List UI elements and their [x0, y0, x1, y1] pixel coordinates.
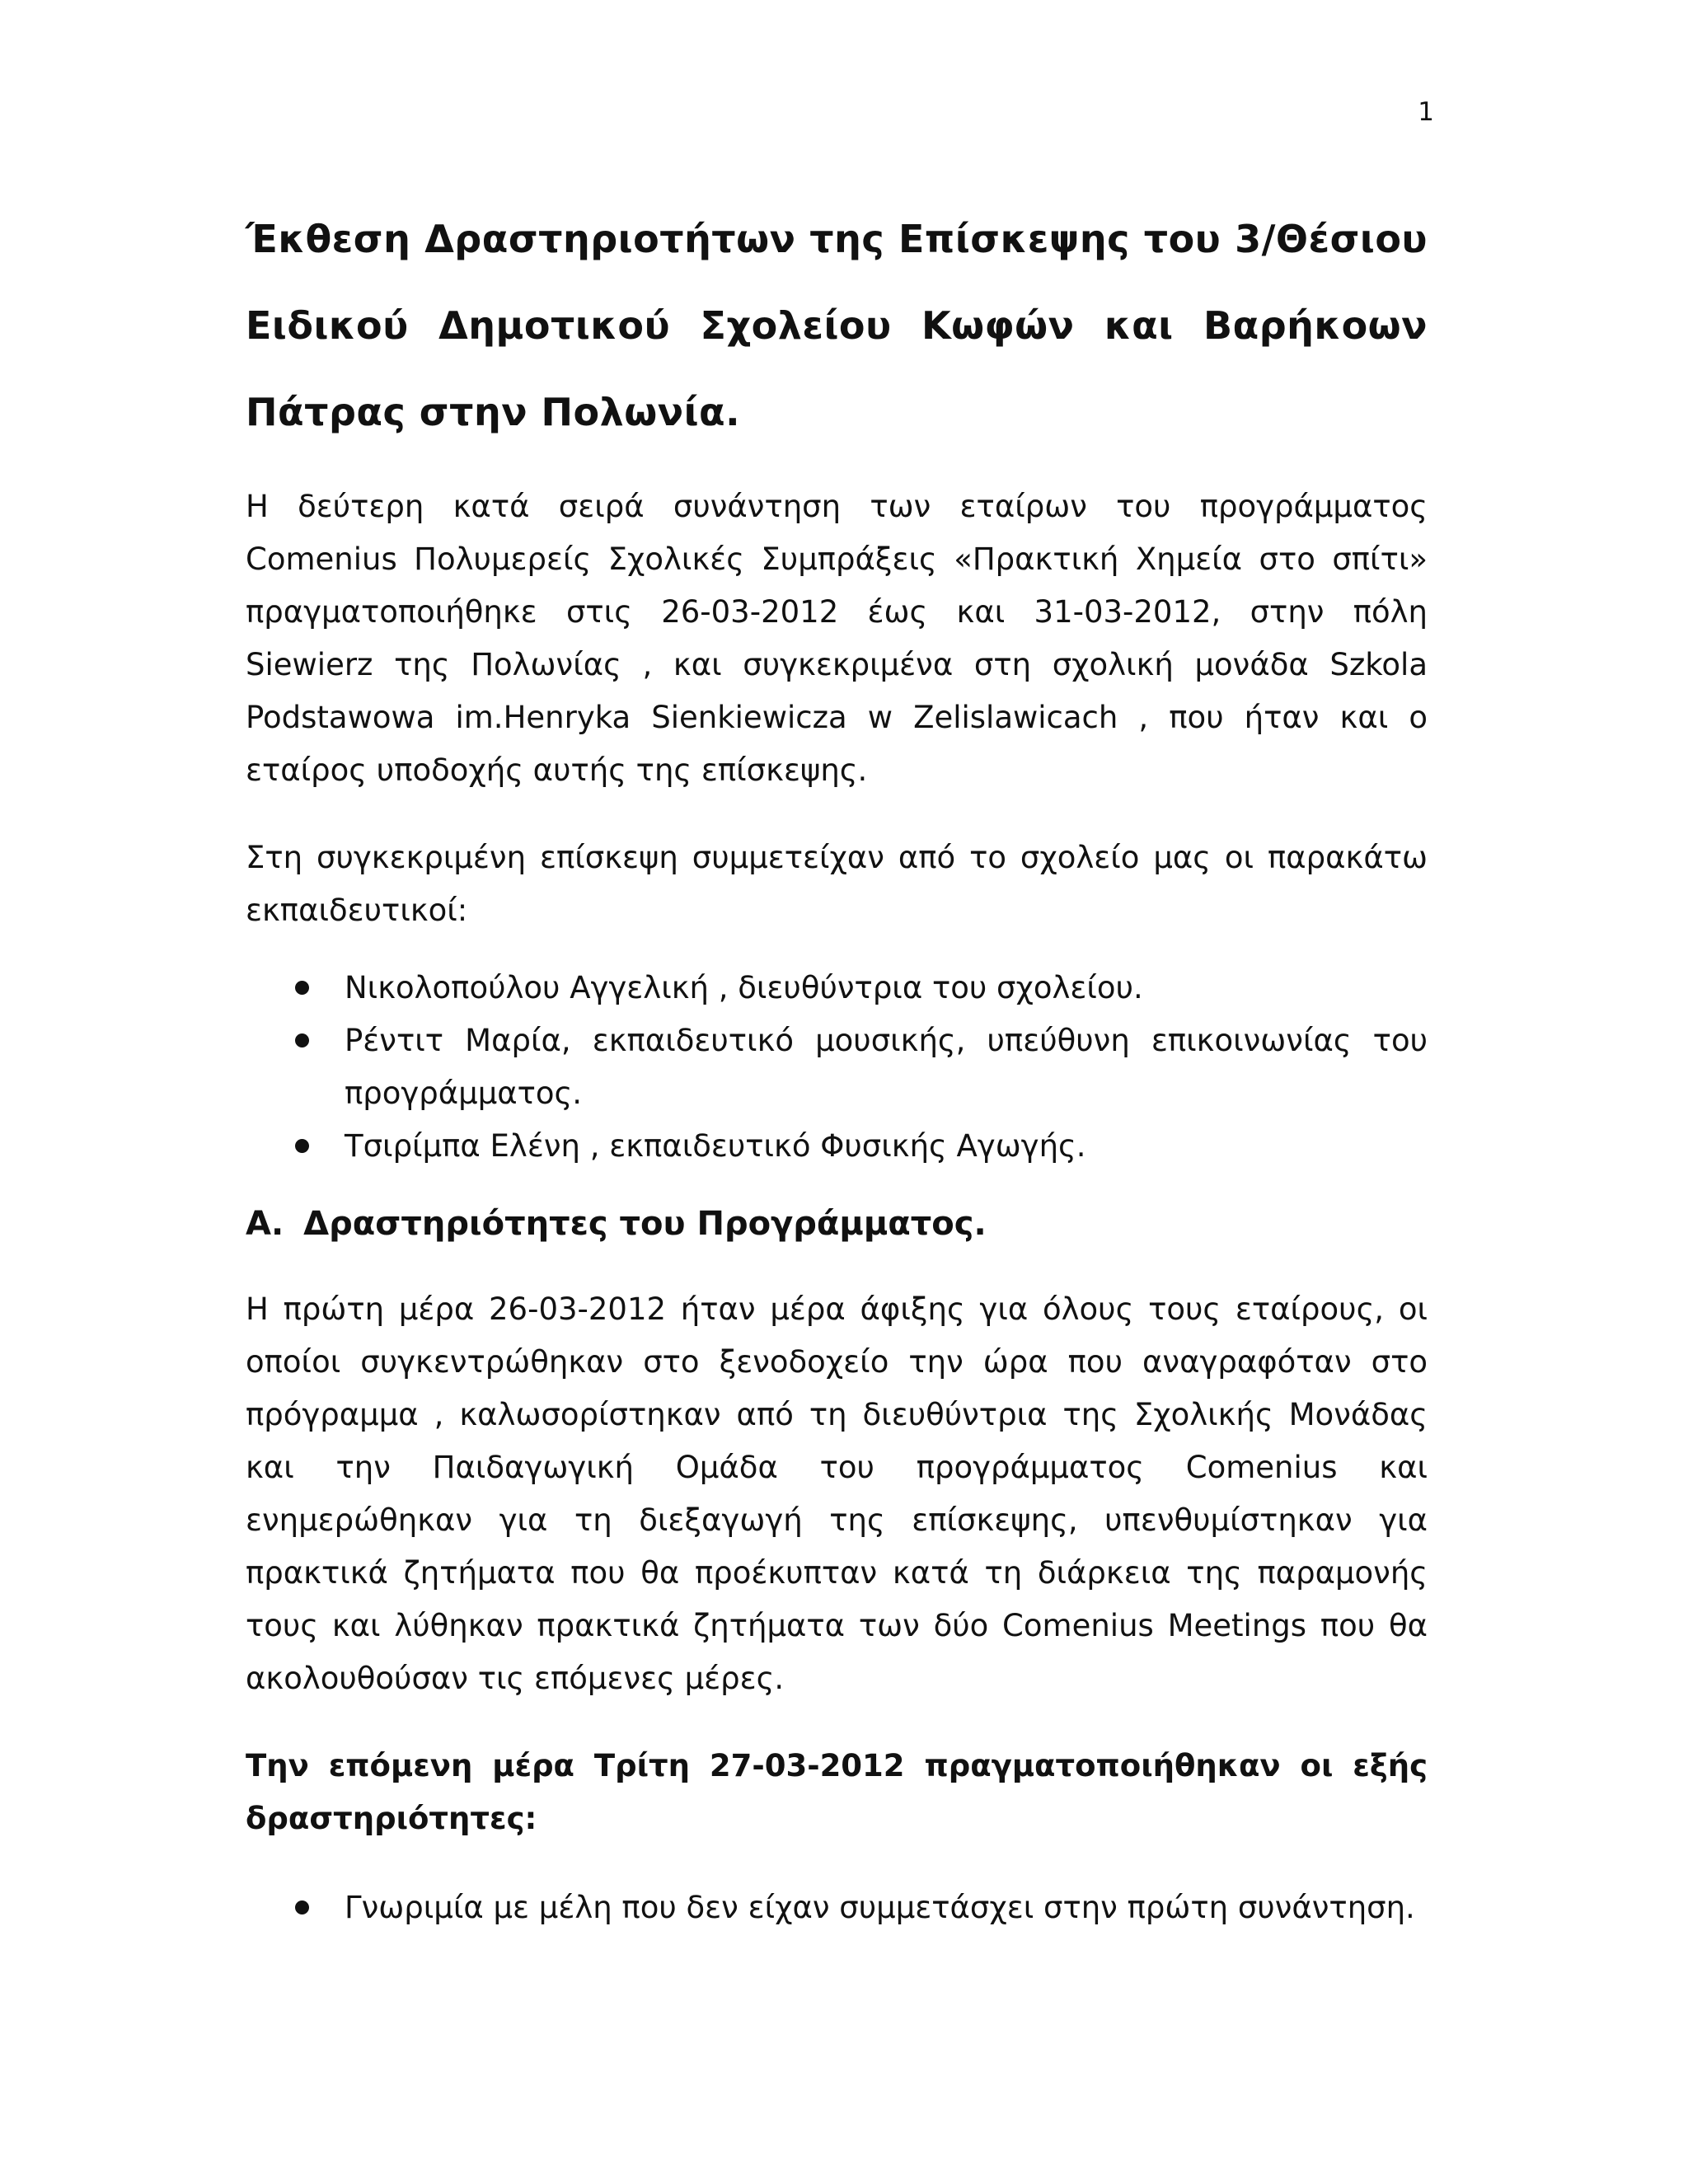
section-title: Δραστηριότητες του Προγράμματος.: [303, 1205, 987, 1243]
participant-text: Νικολοπούλου Αγγελική , διευθύντρια του σχολείου.: [345, 970, 1143, 1005]
participant-text: Ρέντιτ Μαρία, εκπαιδευτικό μουσικής, υπεύθυνη επικοινωνίας του προγράμματος.: [345, 1023, 1428, 1111]
document-title: Έκθεση Δραστηριοτήτων της Επίσκεψης του 3/Θέσιου Ειδικού Δημοτικού Σχολείου Κωφών και Βαρήκοων Πάτρας στην Πολωνία.: [246, 217, 1428, 434]
bullet-icon: [295, 1033, 309, 1047]
list-item: [246, 1882, 1428, 1934]
document-body: [246, 196, 1428, 1959]
bullet-icon: [295, 1139, 309, 1153]
participant-text: Τσιρίμπα Ελένη , εκπαιδευτικό Φυσικής Αγωγής.: [345, 1128, 1086, 1164]
list-item: [246, 962, 1428, 1015]
bullet-icon: [295, 1900, 309, 1915]
section-letter: Α.: [246, 1205, 284, 1243]
page-number: 1: [1418, 97, 1434, 127]
day2-intro: Την επόμενη μέρα Τρίτη 27-03-2012 πραγματοποιήθηκαν οι εξής δραστηριότητες:: [246, 1748, 1428, 1836]
section-heading: [246, 1197, 1428, 1250]
activity-text: Γνωριμία με μέλη που δεν είχαν συμμετάσχει στην πρώτη συνάντηση.: [345, 1890, 1415, 1925]
list-item: [246, 1120, 1428, 1173]
participants-intro: Στη συγκεκριμένη επίσκεψη συμμετείχαν από το σχολείο μας οι παρακάτω εκπαιδευτικοί:: [246, 840, 1428, 928]
list-item: [246, 1015, 1428, 1120]
bullet-icon: [295, 981, 309, 995]
participants-list: [246, 962, 1428, 1173]
day2-activities-list: [246, 1882, 1428, 1934]
intro-paragraph: Η δεύτερη κατά σειρά συνάντηση των εταίρων του προγράμματος Comenius Πολυμερείς Σχολικές Συμπράξεις «Πρακτική Χημεία στο σπίτι» πραγματοποιήθηκε στις 26-03-2012 έως και 31-03-2012, στην πόλη Siewierz της Πολωνίας , και συγκεκριμένα στη σχολική μονάδα Szkola Podstawowa im.Henryka Sienkiewicza w Zelislawicach , που ήταν και ο εταίρος υποδοχής αυτής της επίσκεψης.: [246, 489, 1428, 788]
day1-paragraph: Η πρώτη μέρα 26-03-2012 ήταν μέρα άφιξης για όλους τους εταίρους, οι οποίοι συγκεντρώθηκαν στο ξενοδοχείο την ώρα που αναγραφόταν στο πρόγραμμα , καλωσορίστηκαν από τη διευθύντρια της Σχολικής Μονάδας και την Παιδαγωγική Ομάδα του προγράμματος Comenius και ενημερώθηκαν για τη διεξαγωγή της επίσκεψης, υπενθυμίστηκαν για πρακτικά ζητήματα που θα προέκυπταν κατά τη διάρκεια της παραμονής τους και λύθηκαν πρακτικά ζητήματα των δύο Comenius Meetings που θα ακολουθούσαν τις επόμενες μέρες.: [246, 1291, 1428, 1696]
